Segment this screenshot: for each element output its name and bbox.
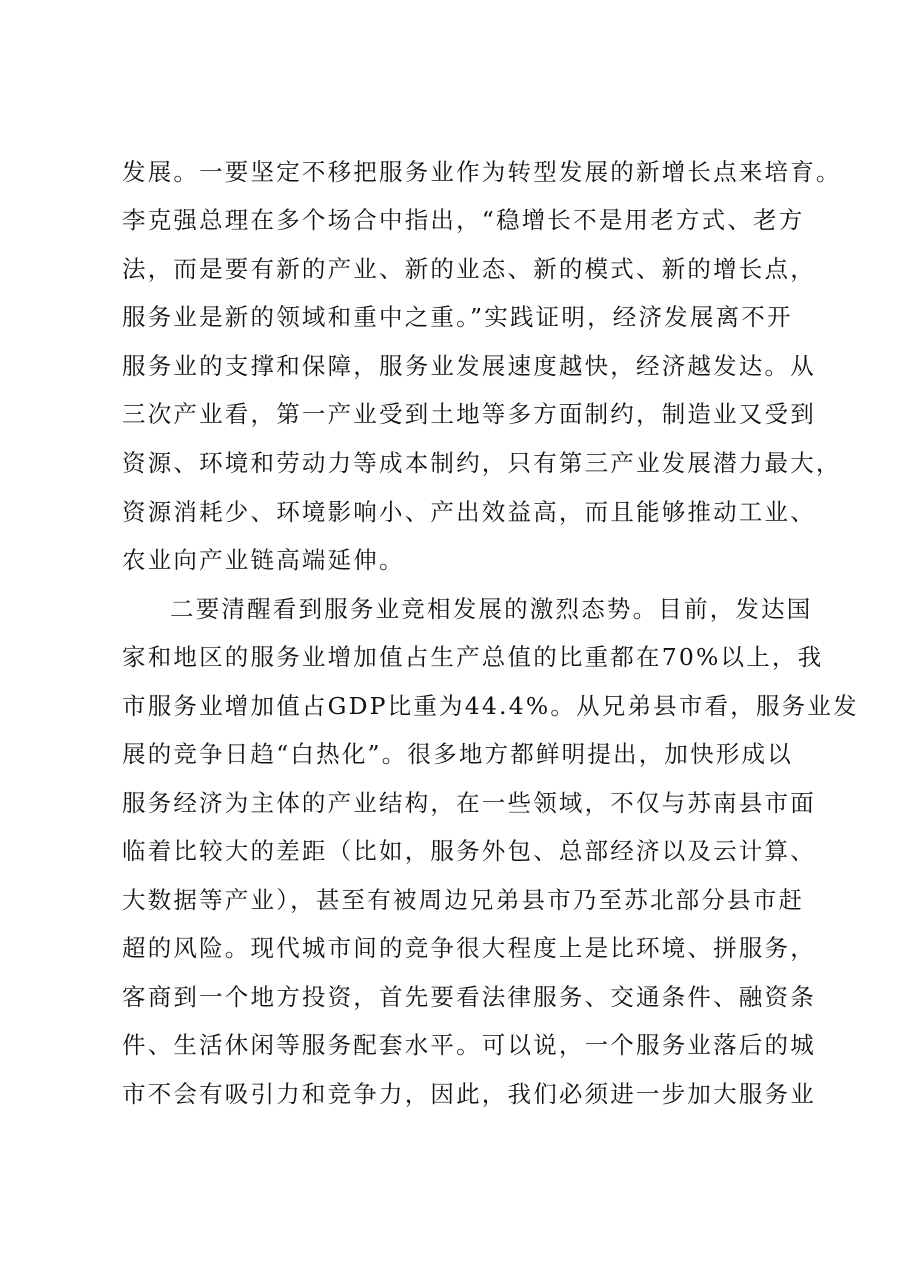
text-line: 服务业是新的领域和重中之重。”实践证明，经济发展离不开 (122, 303, 793, 331)
text-line: 家和地区的服务业增加值占生产总值的比重都在70%以上，我 (122, 643, 824, 671)
text-line: 李克强总理在多个场合中指出，“稳增长不是用老方式、老方 (122, 206, 805, 234)
text-line: 展的竞争日趋“白热化”。很多地方都鲜明提出，加快形成以 (122, 740, 793, 768)
text-line: 超的风险。现代城市间的竞争很大程度上是比环境、拼服务， (122, 934, 816, 962)
text-line: 临着比较大的差距（比如，服务外包、总部经济以及云计算、 (122, 837, 816, 865)
text-line: 发展。一要坚定不移把服务业作为转型发展的新增长点来培育。 (122, 158, 842, 186)
text-line: 客商到一个地方投资，首先要看法律服务、交通条件、融资条 (122, 983, 816, 1011)
text-line: 服务业的支撑和保障，服务业发展速度越快，经济越发达。从 (122, 352, 816, 380)
text-line: 市不会有吸引力和竞争力，因此，我们必须进一步加大服务业 (122, 1080, 816, 1108)
text-line: 三次产业看，第一产业受到土地等多方面制约，制造业又受到 (122, 400, 816, 428)
text-line: 服务经济为主体的产业结构，在一些领域，不仅与苏南县市面 (122, 789, 816, 817)
text-line: 大数据等产业），甚至有被周边兄弟县市乃至苏北部分县市赶 (122, 886, 805, 914)
text-line: 资源消耗少、环境影响小、产出效益高，而且能够推动工业、 (122, 498, 816, 526)
text-line: 件、生活休闲等服务配套水平。可以说，一个服务业落后的城 (122, 1031, 816, 1059)
text-line: 市服务业增加值占GDP比重为44.4%。从兄弟县市看，服务业发 (122, 692, 859, 720)
text-line: 农业向产业链高端延伸。 (122, 546, 405, 574)
text-line: 资源、环境和劳动力等成本制约，只有第三产业发展潜力最大， (122, 449, 842, 477)
paragraph-first-line: 二要清醒看到服务业竞相发展的激烈态势。目前，发达国 (170, 595, 813, 623)
text-line: 法，而是要有新的产业、新的业态、新的模式、新的增长点， (122, 255, 816, 283)
